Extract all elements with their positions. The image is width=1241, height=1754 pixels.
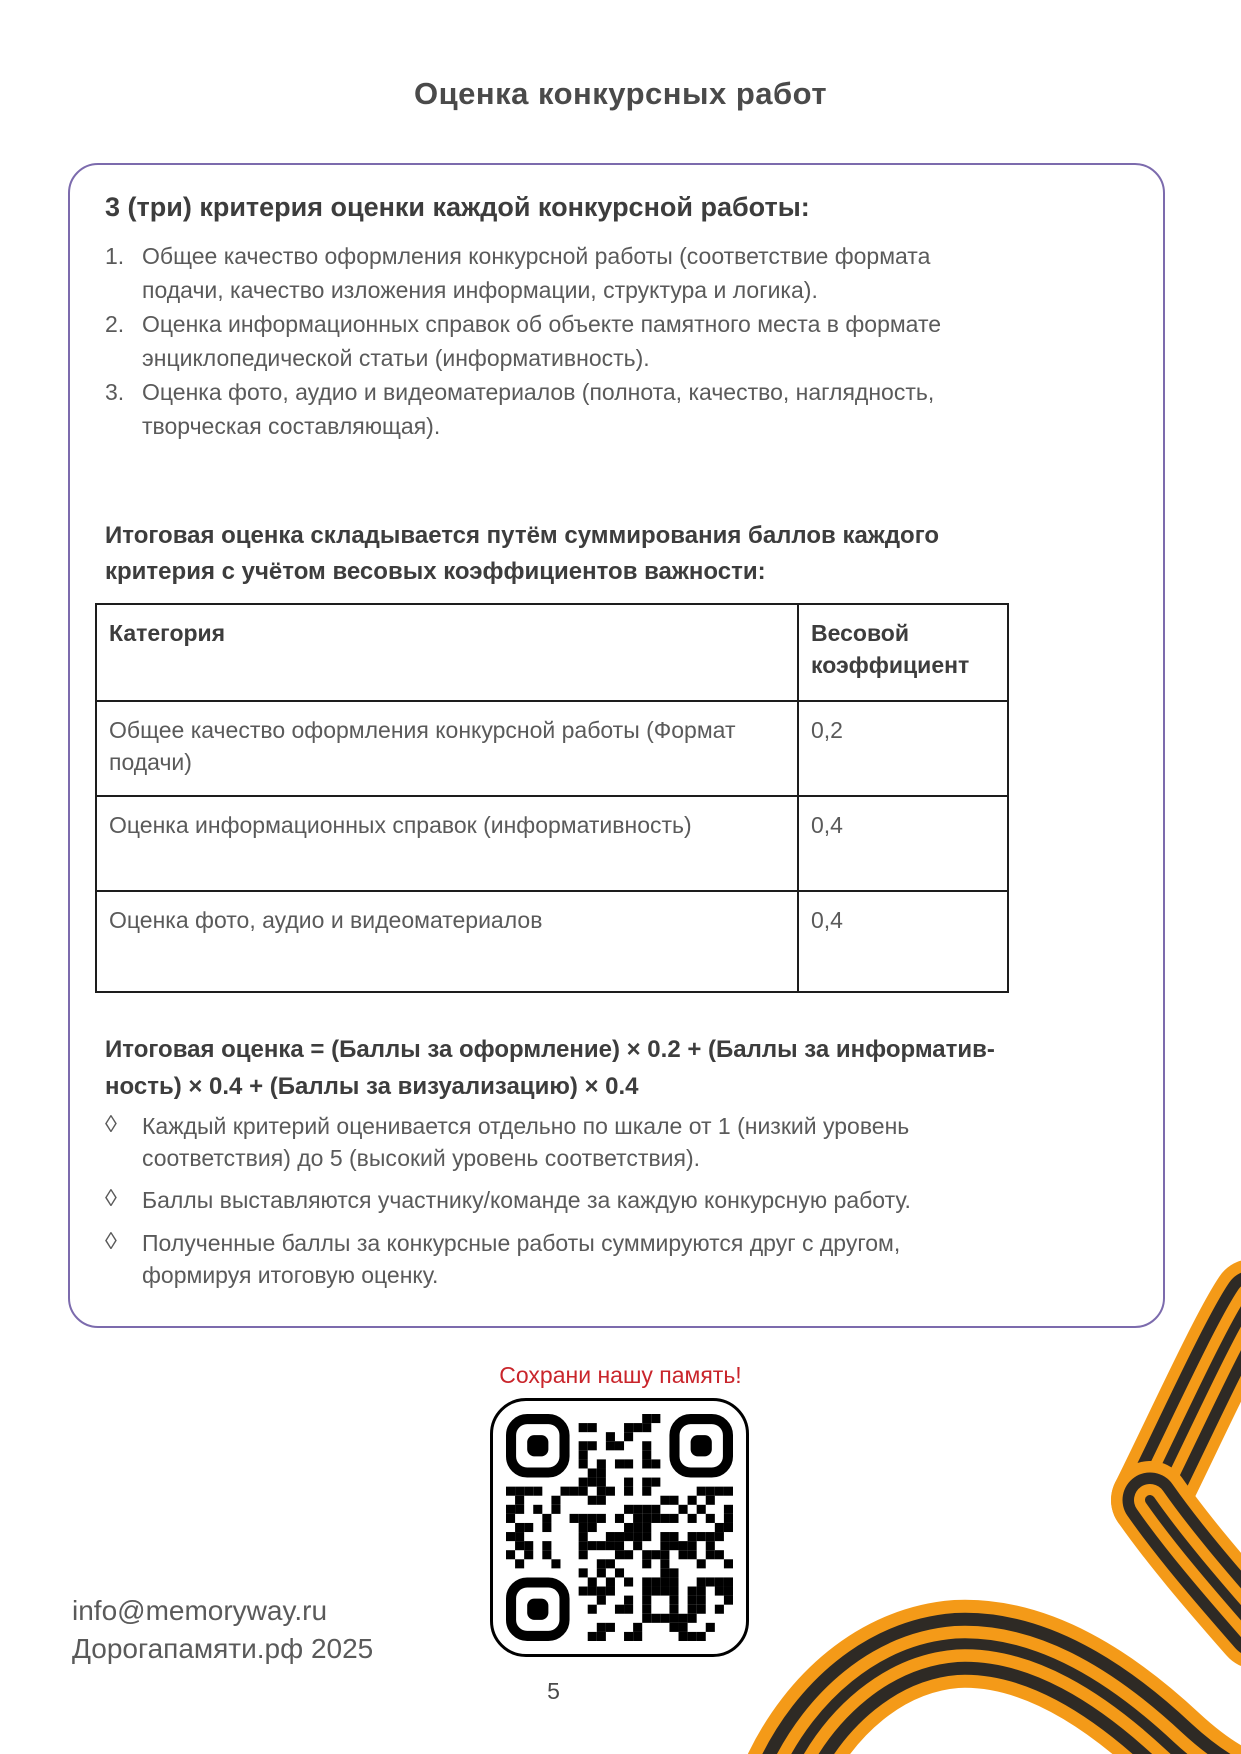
criteria-item-3 <box>105 375 934 443</box>
table-header-row <box>96 604 1008 701</box>
diamond-bullet-icon: ◊ <box>105 1228 117 1255</box>
table-row <box>96 701 1008 796</box>
page-number: 5 <box>547 1678 560 1704</box>
bullet-item-1 <box>105 1110 909 1174</box>
bullet-text: соответствия) до 5 (высокий уровень соответствия). <box>142 1145 701 1171</box>
criteria-text: творческая составляющая). <box>142 413 441 439</box>
criteria-item-1 <box>105 239 930 307</box>
summary-line: критерия с учётом весовых коэффициентов важности: <box>105 558 766 585</box>
table-cell-weight: 0,4 <box>798 796 1008 891</box>
list-number: 3. <box>105 379 125 405</box>
criteria-text: Оценка информационных справок об объекте памятного места в формате <box>142 311 942 337</box>
table-header-category: Категория <box>96 604 798 701</box>
table-cell-category: Оценка информационных справок (информативность) <box>96 796 798 891</box>
list-number: 1. <box>105 243 125 269</box>
formula-paragraph <box>105 1031 995 1105</box>
summary-line: Итоговая оценка складывается путём суммирования баллов каждого <box>105 522 940 549</box>
bullet-item-3 <box>105 1227 900 1291</box>
table-cell-category: Общее качество оформления конкурсной работы (Формат подачи) <box>96 701 798 796</box>
list-number: 2. <box>105 311 125 337</box>
criteria-box <box>68 163 1165 1328</box>
bullet-text: Полученные баллы за конкурсные работы суммируются друг с другом, <box>142 1230 901 1256</box>
formula-line: Итоговая оценка = (Баллы за оформление) × 0.2 + (Баллы за информатив- <box>105 1036 995 1063</box>
qr-code-svg <box>506 1414 733 1641</box>
criteria-text: подачи, качество изложения информации, структура и логика). <box>142 277 818 303</box>
footer-contacts <box>72 1592 373 1668</box>
diamond-bullet-icon: ◊ <box>105 1185 117 1212</box>
qr-code <box>490 1398 749 1657</box>
table-cell-category: Оценка фото, аудио и видеоматериалов <box>96 891 798 992</box>
footer-site: Дорогапамяти.рф 2025 <box>72 1633 374 1664</box>
bullet-item-2 <box>105 1184 911 1216</box>
qr-caption: Сохрани нашу память! <box>499 1362 742 1388</box>
page-title: Оценка конкурсных работ <box>413 76 828 111</box>
bullet-text: формируя итоговую оценку. <box>142 1262 439 1288</box>
table-row <box>96 796 1008 891</box>
criteria-text: Общее качество оформления конкурсной работы (соответствие формата <box>142 243 931 269</box>
criteria-item-2 <box>105 307 941 375</box>
table-row <box>96 891 1008 992</box>
diamond-bullet-icon: ◊ <box>105 1111 117 1138</box>
summary-paragraph <box>105 518 939 590</box>
criteria-text: Оценка фото, аудио и видеоматериалов (полнота, качество, наглядность, <box>142 379 935 405</box>
table-cell-weight: 0,4 <box>798 891 1008 992</box>
criteria-text: энциклопедической статьи (информативность). <box>142 345 650 371</box>
bullet-text: Баллы выставляются участнику/команде за каждую конкурсную работу. <box>142 1187 911 1213</box>
table-cell-weight: 0,2 <box>798 701 1008 796</box>
weights-table <box>95 603 1009 993</box>
criteria-heading: 3 (три) критерия оценки каждой конкурсной работы: <box>105 192 810 222</box>
formula-line: ность) × 0.4 + (Баллы за визуализацию) × 0.4 <box>105 1073 639 1100</box>
footer-email: info@memoryway.ru <box>72 1595 328 1626</box>
table-header-weight: Весовой коэффициент <box>798 604 1008 701</box>
bullet-text: Каждый критерий оценивается отдельно по шкале от 1 (низкий уровень <box>142 1113 910 1139</box>
